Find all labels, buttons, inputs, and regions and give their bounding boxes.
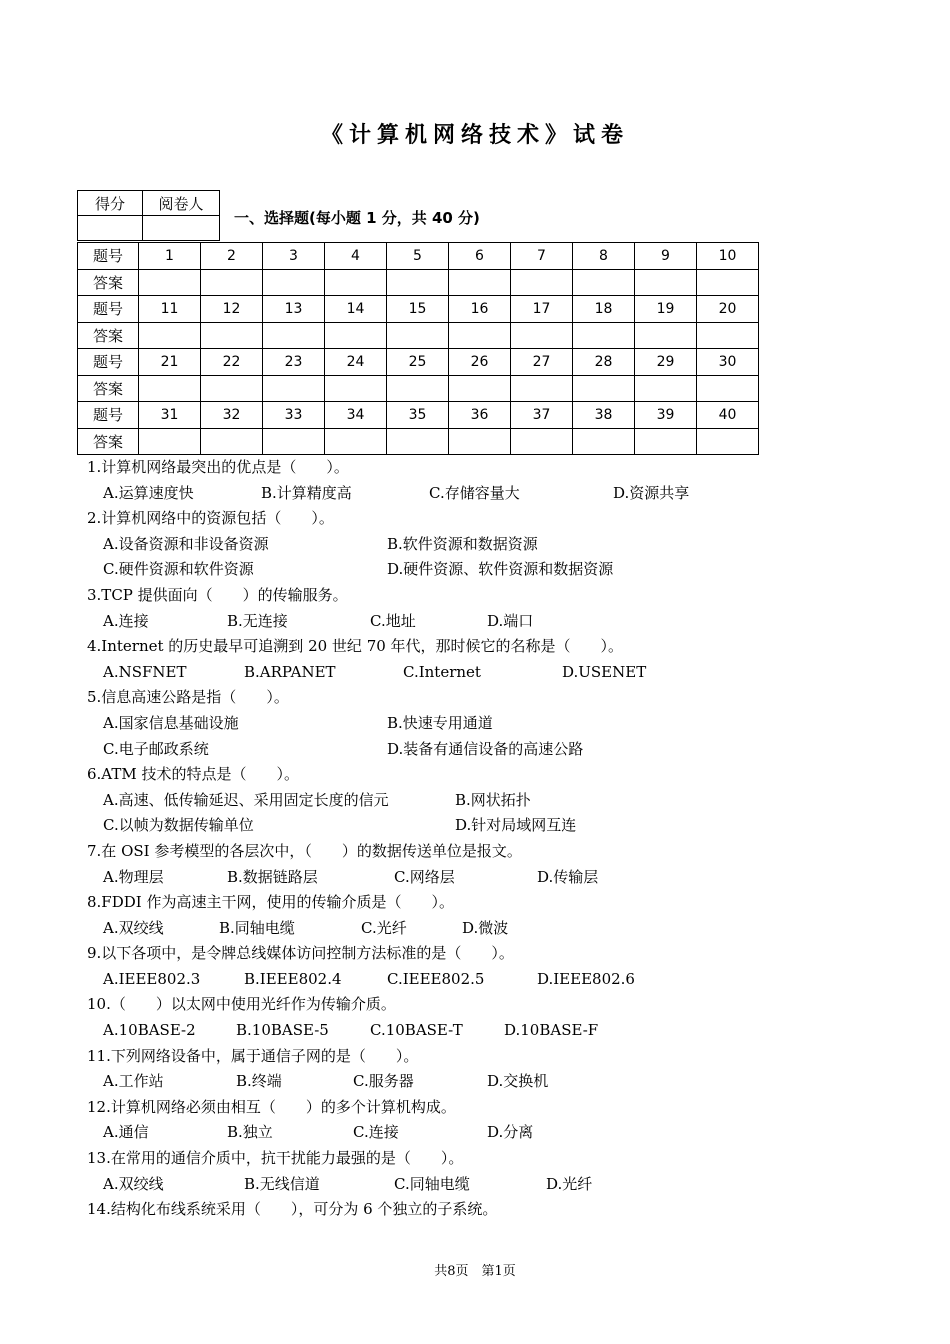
- answer-option: C.光纤: [361, 918, 407, 937]
- option-row: [87, 1120, 907, 1146]
- question-number-cell: 14: [325, 296, 387, 323]
- answer-cell[interactable]: [511, 269, 573, 296]
- answer-cell[interactable]: [449, 375, 511, 402]
- answer-option: C.同轴电缆: [394, 1174, 470, 1193]
- option-row: [87, 967, 907, 993]
- question-number-row: [78, 243, 759, 270]
- question-number-cell: 13: [263, 296, 325, 323]
- question-text: 1.计算机网络最突出的优点是（ ）。: [87, 458, 349, 476]
- answer-label: 答案: [78, 428, 139, 455]
- answer-cell[interactable]: [387, 269, 449, 296]
- question-text: 6.ATM 技术的特点是（ ）。: [87, 765, 299, 784]
- question-number-cell: 12: [201, 296, 263, 323]
- answer-option: A.双绞线: [103, 918, 164, 937]
- question-text: 11.下列网络设备中，属于通信子网的是（ ）。: [87, 1046, 419, 1065]
- answer-row: [78, 375, 759, 402]
- answer-cell[interactable]: [201, 269, 263, 296]
- question-number-cell: 1: [139, 243, 201, 270]
- question-number-cell: 2: [201, 243, 263, 270]
- question-number-cell: 19: [635, 296, 697, 323]
- answer-grid: [77, 242, 759, 455]
- answer-option: C.存储容量大: [429, 483, 520, 502]
- answer-cell[interactable]: [201, 375, 263, 402]
- answer-option: B.无连接: [227, 611, 288, 630]
- answer-option: C.IEEE802.5: [387, 969, 485, 988]
- answer-cell[interactable]: [263, 375, 325, 402]
- question-text: 3.TCP 提供面向（ ）的传输服务。: [87, 585, 348, 604]
- answer-cell[interactable]: [325, 428, 387, 455]
- answer-option: C.以帧为数据传输单位: [103, 816, 254, 835]
- option-row: [87, 1018, 907, 1044]
- question-number-cell: 7: [511, 243, 573, 270]
- row-label: 题号: [78, 402, 139, 429]
- answer-option: A.双绞线: [103, 1174, 164, 1193]
- question-number-cell: 11: [139, 296, 201, 323]
- answer-cell[interactable]: [263, 428, 325, 455]
- answer-cell[interactable]: [387, 375, 449, 402]
- answer-cell[interactable]: [449, 428, 511, 455]
- answer-option: D.USENET: [562, 662, 647, 681]
- answer-option: D.针对局域网互连: [455, 816, 577, 835]
- answer-cell[interactable]: [201, 322, 263, 349]
- question-number-cell: 4: [325, 243, 387, 270]
- answer-cell[interactable]: [139, 322, 201, 349]
- answer-option: D.IEEE802.6: [537, 969, 635, 988]
- answer-label: 答案: [78, 269, 139, 296]
- option-row: [87, 481, 907, 507]
- answer-option: B.终端: [236, 1072, 282, 1091]
- score-table: [77, 190, 220, 241]
- answer-option: C.电子邮政系统: [103, 739, 209, 758]
- answer-option: B.网状拓扑: [455, 790, 531, 809]
- answer-option: D.微波: [462, 918, 509, 937]
- answer-option: D.资源共享: [613, 483, 690, 502]
- score-label: 得分: [78, 191, 143, 216]
- answer-option: A.IEEE802.3: [103, 969, 201, 988]
- row-label: 题号: [78, 296, 139, 323]
- answer-cell[interactable]: [449, 269, 511, 296]
- question-number-cell: 37: [511, 402, 573, 429]
- answer-option: C.连接: [353, 1123, 399, 1142]
- question-text: 12.计算机网络必须由相互（ ）的多个计算机构成。: [87, 1097, 456, 1116]
- answer-cell[interactable]: [325, 269, 387, 296]
- answer-cell[interactable]: [449, 322, 511, 349]
- answer-row: [78, 269, 759, 296]
- answer-label: 答案: [78, 322, 139, 349]
- answer-option: C.硬件资源和软件资源: [103, 560, 254, 579]
- answer-cell[interactable]: [511, 428, 573, 455]
- answer-option: A.运算速度快: [103, 483, 194, 502]
- answer-option: B.软件资源和数据资源: [387, 534, 538, 553]
- answer-option: B.无线信道: [244, 1174, 320, 1193]
- question-number-cell: 31: [139, 402, 201, 429]
- score-cell[interactable]: [78, 216, 143, 241]
- question-number-cell: 5: [387, 243, 449, 270]
- answer-option: B.ARPANET: [244, 662, 336, 681]
- answer-cell[interactable]: [573, 428, 635, 455]
- answer-option: A.通信: [103, 1123, 149, 1142]
- row-label: 题号: [78, 349, 139, 376]
- answer-cell[interactable]: [635, 428, 697, 455]
- answer-option: D.光纤: [546, 1174, 593, 1193]
- answer-option: A.国家信息基础设施: [103, 713, 239, 732]
- answer-cell[interactable]: [573, 269, 635, 296]
- answer-option: D.端口: [487, 611, 534, 630]
- question-text: 10.（ ）以太网中使用光纤作为传输介质。: [87, 995, 396, 1014]
- question-number-cell: 24: [325, 349, 387, 376]
- answer-option: D.装备有通信设备的高速公路: [387, 739, 584, 758]
- page-footer: 共8页 第1页: [434, 1264, 516, 1279]
- answer-option: C.Internet: [403, 662, 481, 681]
- answer-cell[interactable]: [139, 428, 201, 455]
- question-number-cell: 9: [635, 243, 697, 270]
- answer-cell[interactable]: [325, 375, 387, 402]
- option-row: [87, 916, 907, 942]
- answer-cell[interactable]: [697, 269, 759, 296]
- row-label: 题号: [78, 243, 139, 270]
- answer-option: B.数据链路层: [227, 867, 318, 886]
- option-row: [87, 711, 907, 737]
- section-title: 一、选择题(每小题 1 分，共 40 分): [234, 209, 480, 227]
- question-text: 4.Internet 的历史最早可追溯到 20 世纪 70 年代，那时候它的名称是（ ）。: [87, 637, 624, 656]
- answer-option: A.高速、低传输延迟、采用固定长度的信元: [103, 790, 389, 809]
- answer-option: C.网络层: [394, 867, 455, 886]
- answer-cell[interactable]: [573, 322, 635, 349]
- answer-option: B.IEEE802.4: [244, 969, 342, 988]
- answer-cell[interactable]: [387, 428, 449, 455]
- question-text: 7.在 OSI 参考模型的各层次中，（ ）的数据传送单位是报文。: [87, 841, 522, 860]
- answer-cell[interactable]: [139, 269, 201, 296]
- answer-cell[interactable]: [325, 322, 387, 349]
- answer-cell[interactable]: [697, 428, 759, 455]
- question-list: [87, 455, 907, 1223]
- question-number-cell: 26: [449, 349, 511, 376]
- answer-cell[interactable]: [573, 375, 635, 402]
- question-number-cell: 18: [573, 296, 635, 323]
- question-text: 5.信息高速公路是指（ ）。: [87, 688, 289, 707]
- question-text: 14.结构化布线系统采用（ ），可分为 6 个独立的子系统。: [87, 1200, 498, 1219]
- answer-option: B.10BASE-5: [236, 1021, 329, 1040]
- question-number-cell: 39: [635, 402, 697, 429]
- question-number-cell: 34: [325, 402, 387, 429]
- question-text: 8.FDDI 作为高速主干网，使用的传输介质是（ ）。: [87, 893, 454, 912]
- answer-cell[interactable]: [697, 375, 759, 402]
- option-row: [87, 557, 907, 583]
- question-number-cell: 23: [263, 349, 325, 376]
- option-row: [87, 609, 907, 635]
- answer-option: C.10BASE-T: [370, 1021, 463, 1040]
- question-number-cell: 29: [635, 349, 697, 376]
- answer-option: B.计算精度高: [261, 483, 352, 502]
- answer-cell[interactable]: [263, 322, 325, 349]
- answer-option: D.传输层: [537, 867, 599, 886]
- question-number-cell: 36: [449, 402, 511, 429]
- answer-cell[interactable]: [697, 322, 759, 349]
- answer-option: D.硬件资源、软件资源和数据资源: [387, 560, 614, 579]
- answer-cell[interactable]: [635, 269, 697, 296]
- question-number-cell: 10: [697, 243, 759, 270]
- answer-row: [78, 322, 759, 349]
- question-number-cell: 40: [697, 402, 759, 429]
- answer-cell[interactable]: [139, 375, 201, 402]
- question-number-row: [78, 402, 759, 429]
- answer-option: B.同轴电缆: [219, 918, 295, 937]
- answer-option: D.交换机: [487, 1072, 549, 1091]
- answer-option: A.物理层: [103, 867, 164, 886]
- question-number-cell: 15: [387, 296, 449, 323]
- answer-option: A.设备资源和非设备资源: [103, 534, 269, 553]
- question-number-cell: 17: [511, 296, 573, 323]
- answer-option: A.工作站: [103, 1072, 164, 1091]
- option-row: [87, 737, 907, 763]
- option-row: [87, 532, 907, 558]
- answer-option: C.地址: [370, 611, 416, 630]
- question-number-cell: 32: [201, 402, 263, 429]
- question-number-row: [78, 349, 759, 376]
- answer-cell[interactable]: [387, 322, 449, 349]
- question-number-cell: 28: [573, 349, 635, 376]
- answer-option: D.10BASE-F: [504, 1021, 599, 1040]
- question-number-cell: 20: [697, 296, 759, 323]
- answer-option: A.连接: [103, 611, 149, 630]
- answer-option: D.分离: [487, 1123, 534, 1142]
- question-text: 2.计算机网络中的资源包括（ ）。: [87, 509, 334, 528]
- question-number-cell: 16: [449, 296, 511, 323]
- answer-label: 答案: [78, 375, 139, 402]
- question-number-cell: 30: [697, 349, 759, 376]
- answer-cell[interactable]: [263, 269, 325, 296]
- reviewer-label: 阅卷人: [143, 191, 220, 216]
- question-number-cell: 25: [387, 349, 449, 376]
- question-number-cell: 22: [201, 349, 263, 376]
- question-number-cell: 8: [573, 243, 635, 270]
- answer-cell[interactable]: [511, 322, 573, 349]
- option-row: [87, 813, 907, 839]
- question-number-cell: 33: [263, 402, 325, 429]
- option-row: [87, 1172, 907, 1198]
- question-text: 13.在常用的通信介质中，抗干扰能力最强的是（ ）。: [87, 1149, 464, 1168]
- answer-cell[interactable]: [635, 375, 697, 402]
- answer-row: [78, 428, 759, 455]
- answer-option: B.快速专用通道: [387, 713, 493, 732]
- answer-option: A.10BASE-2: [103, 1021, 196, 1040]
- option-row: [87, 865, 907, 891]
- exam-title: 《计算机网络技术》试卷: [320, 123, 629, 148]
- answer-cell[interactable]: [201, 428, 263, 455]
- question-number-row: [78, 296, 759, 323]
- question-number-cell: 3: [263, 243, 325, 270]
- answer-option: B.独立: [227, 1123, 273, 1142]
- question-number-cell: 21: [139, 349, 201, 376]
- option-row: [87, 1069, 907, 1095]
- question-number-cell: 35: [387, 402, 449, 429]
- question-number-cell: 6: [449, 243, 511, 270]
- question-text: 9.以下各项中，是令牌总线媒体访问控制方法标准的是（ ）。: [87, 944, 514, 963]
- reviewer-cell[interactable]: [143, 216, 220, 241]
- question-number-cell: 27: [511, 349, 573, 376]
- option-row: [87, 660, 907, 686]
- answer-cell[interactable]: [635, 322, 697, 349]
- option-row: [87, 788, 907, 814]
- answer-option: A.NSFNET: [103, 662, 187, 681]
- answer-cell[interactable]: [511, 375, 573, 402]
- answer-option: C.服务器: [353, 1072, 414, 1091]
- question-number-cell: 38: [573, 402, 635, 429]
